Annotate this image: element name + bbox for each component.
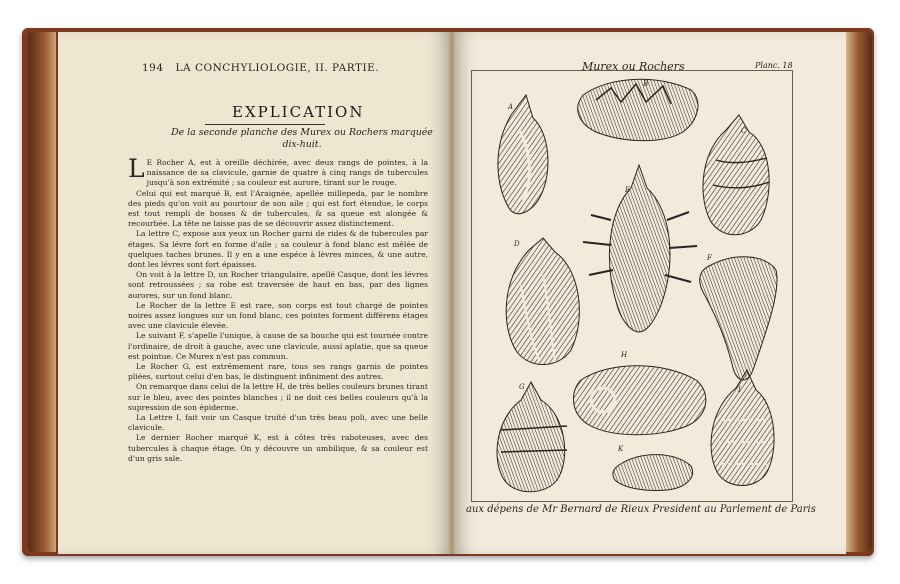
paragraph: Le Rocher G, est extrêmement rare, tous ses rangs garnis de pointes pliées, surtout celui d'en bas, le distinguent infiniment des autres. — [128, 362, 428, 382]
shell-label-h: H — [621, 351, 628, 359]
page-subheading: De la seconde planche des Murex ou Rochers marquée dix-huit. — [171, 127, 433, 150]
shell-h — [573, 366, 705, 435]
paragraph: On voit à la lettre D, un Rocher triangulaire, apellé Casque, dont les lévres sont retroussées ; sa robe est traversée de haut en bas, par des lignes aurores, sur un fond blanc. — [128, 270, 428, 300]
paragraph: Celui qui est marqué B, est l'Araignée, apellée millepeda, par le nombre des pieds qu'on voit au pourtour de son aile ; qui est fort étendue, le corps est tout rempli de bosses & de tubercules, & sa queue est alongée & recourbée. La tête ne laisse pas de se découvrir assez distinctement. — [128, 188, 428, 229]
paragraph: La Lettre I, fait voir un Casque truité d'un très beau poli, avec une belle clavicule. — [128, 413, 428, 433]
shell-b — [578, 79, 698, 140]
heading-rule — [205, 124, 325, 125]
paragraph: La lettre C, expose aux yeux un Rocher garni de rides & de tubercules par étages. Sa lévre fort en forme d'aile ; sa couleur à fond blanc est mêlée de quelques taches brunes. Il y en a une espéce à lèvres minces, & une autre, dont les lévres sont fort épaisses. — [128, 229, 428, 270]
shell-g — [497, 382, 567, 492]
paragraph: On remarque dans celui de la lettre H, de très belles couleurs brunes tirant sur le bleu, avec des pointes blanches ; il ne doit ces belles couleurs qu'à la supression de son épiderme. — [128, 382, 428, 412]
shell-d — [506, 238, 579, 365]
plate-caption: aux dépens de Mr Bernard de Rieux President au Parlement de Paris — [466, 504, 816, 515]
shell-label-k: K — [618, 445, 624, 453]
shell-label-b: B — [643, 80, 649, 88]
shell-label-d: D — [514, 240, 520, 248]
shell-i — [711, 370, 774, 486]
shell-f — [700, 257, 777, 380]
shell-a — [498, 95, 548, 214]
shell-label-e: E — [625, 186, 631, 194]
shell-label-c: C — [741, 127, 747, 135]
shell-e — [583, 165, 697, 332]
plate-title: Murex ou Rochers — [582, 60, 685, 73]
page-edges-left — [28, 32, 56, 552]
running-head-title: LA CONCHYLIOLOGIE, II. PARTIE. — [175, 62, 380, 74]
page-number: 194 — [142, 62, 164, 74]
running-head — [142, 62, 380, 74]
plate-number: Planc. 18 — [755, 61, 793, 70]
shell-c — [703, 115, 769, 235]
explanation-text — [128, 154, 428, 464]
paragraph: Le dernier Rocher marqué K, est à côtes très raboteuses, avec des tubercules à chaque étage. On y découvre un umbilique, & sa couleur est d'un gris sale. — [128, 433, 428, 463]
dropcap-letter: L — [128, 154, 145, 183]
shell-label-f: F — [707, 254, 712, 262]
shell-k — [613, 455, 693, 491]
shell-label-g: G — [519, 383, 525, 391]
shell-label-i: I — [738, 386, 741, 394]
paragraph: Le Rocher de la lettre E est rare, son corps est tout chargé de pointes noires assez longues sur un fond blanc, ces pointes forment différens étages avec une clavicule élevée. — [128, 300, 428, 331]
page-edges-right — [846, 32, 872, 552]
paragraph: Le suivant F, s'apelle l'unique, à cause de sa bouche qui est tournée contre l'ordinaire, de droit à gauche, avec une clavicule, aussi aplatie, que sa queue est pointue. Ce Murex n'est pas commun. — [128, 331, 428, 361]
shell-label-a: A — [508, 103, 514, 111]
page-heading: EXPLICATION — [232, 103, 365, 121]
paragraph: L E Rocher A, est à oreille déchirée, avec deux rangs de pointes, à la naissance de sa clavicule, garnie de quatre à cinq rangs de tubercules jusqu'à son extrémité ; sa couleur est aurore, tirant sur le rouge. — [128, 154, 428, 188]
